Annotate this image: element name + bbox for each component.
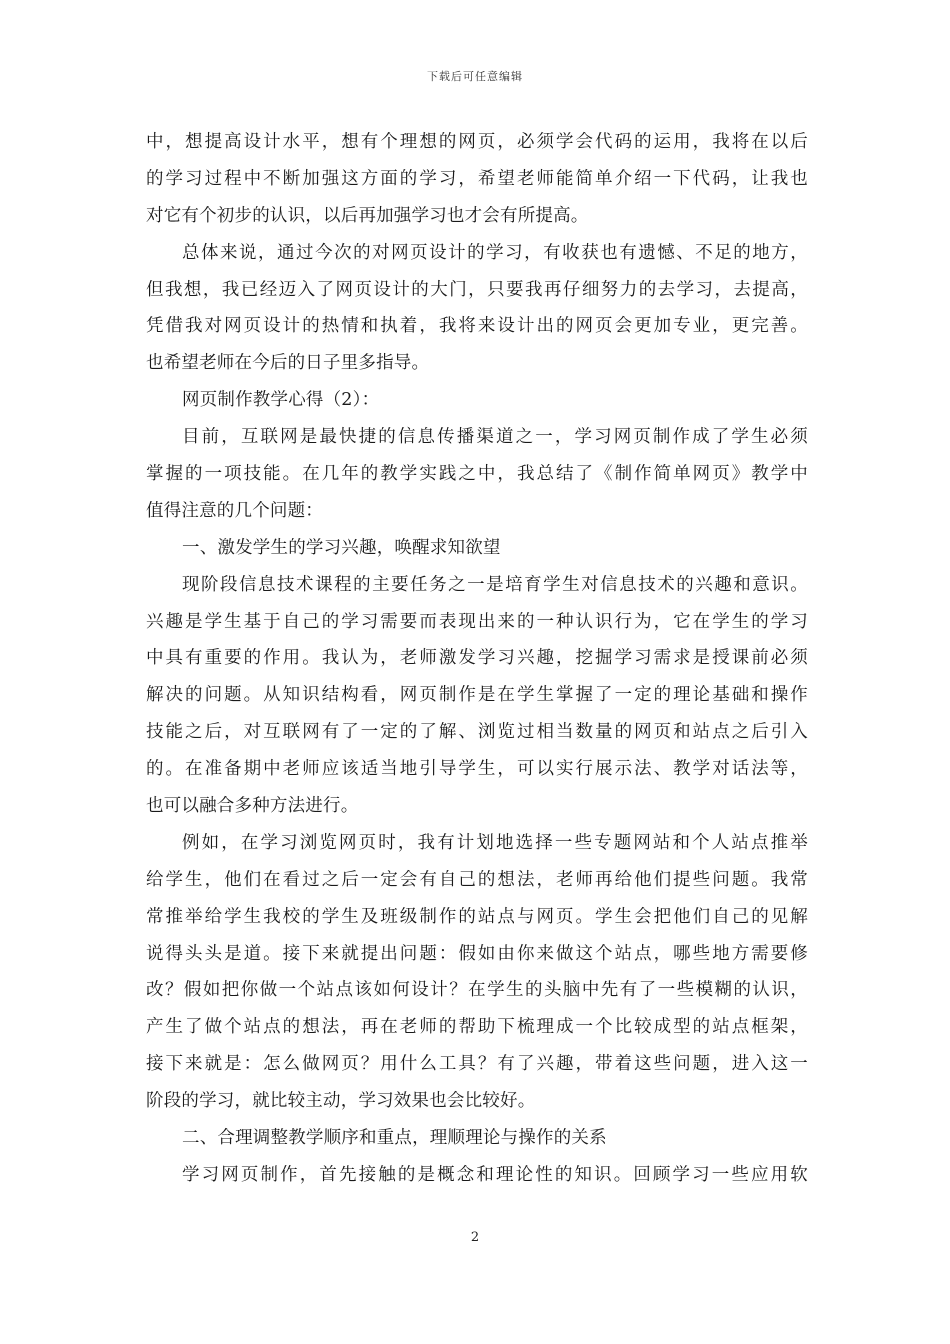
text-line: 给学生，他们在看过之后一定会有自己的想法，老师再给他们提些问题。我常 <box>146 869 808 890</box>
page-number: 2 <box>470 1230 480 1245</box>
text-line: 例如，在学习浏览网页时，我有计划地选择一些专题网站和个人站点推举 <box>182 832 808 853</box>
text-line: 的。在准备期中老师应该适当地引导学生，可以实行展示法、教学对话法等， <box>146 759 808 780</box>
text-line: 凭借我对网页设计的热情和执着，我将来设计出的网页会更加专业，更完善。 <box>146 316 808 337</box>
document-body <box>146 124 808 1194</box>
text-line: 产生了做个站点的想法，再在老师的帮助下梳理成一个比较成型的站点框架， <box>146 1017 808 1038</box>
text-line: 现阶段信息技术课程的主要任务之一是培育学生对信息技术的兴趣和意识。 <box>182 574 808 595</box>
text-line: 接下来就是：怎么做网页？用什么工具？有了兴趣，带着这些问题，进入这一 <box>146 1054 808 1075</box>
text-line: 一、激发学生的学习兴趣，唤醒求知欲望 <box>182 537 501 558</box>
text-line: 阶段的学习，就比较主动，学习效果也会比较好。 <box>146 1091 536 1112</box>
text-line: 网页制作教学心得（2）： <box>182 390 380 411</box>
text-line: 对它有个初步的认识，以后再加强学习也才会有所提高。 <box>146 205 589 226</box>
text-line: 改？假如把你做一个站点该如何设计？在学生的头脑中先有了一些模糊的认识， <box>146 980 808 1001</box>
text-line: 但我想，我已经迈入了网页设计的大门，只要我再仔细努力的去学习，去提高， <box>146 279 808 300</box>
text-line: 掌握的一项技能。在几年的教学实践之中，我总结了《制作简单网页》教学中 <box>146 464 808 485</box>
text-line: 的学习过程中不断加强这方面的学习，希望老师能简单介绍一下代码，让我也 <box>146 168 808 189</box>
text-line: 兴趣是学生基于自己的学习需要而表现出来的一种认识行为，它在学生的学习 <box>146 611 808 632</box>
text-line: 中，想提高设计水平，想有个理想的网页，必须学会代码的运用，我将在以后 <box>146 132 808 152</box>
text-line: 目前，互联网是最快捷的信息传播渠道之一，学习网页制作成了学生必须 <box>182 427 808 448</box>
page-header: 下载后可任意编辑 <box>427 70 523 83</box>
text-line: 二、合理调整教学顺序和重点，理顺理论与操作的关系 <box>182 1128 607 1149</box>
text-line: 也希望老师在今后的日子里多指导。 <box>146 353 430 374</box>
text-line: 总体来说，通过今次的对网页设计的学习，有收获也有遗憾、不足的地方， <box>182 242 808 263</box>
text-line: 学习网页制作，首先接触的是概念和理论性的知识。回顾学习一些应用软 <box>182 1164 808 1185</box>
text-line: 中具有重要的作用。我认为，老师激发学习兴趣，挖掘学习需求是授课前必须 <box>146 648 808 669</box>
text-line: 值得注意的几个问题： <box>146 500 323 521</box>
text-line: 也可以融合多种方法进行。 <box>146 796 359 817</box>
text-line: 解决的问题。从知识结构看，网页制作是在学生掌握了一定的理论基础和操作 <box>146 685 808 706</box>
text-line: 技能之后，对互联网有了一定的了解、浏览过相当数量的网页和站点之后引入 <box>146 722 808 743</box>
text-line: 说得头头是道。接下来就提出问题：假如由你来做这个站点，哪些地方需要修 <box>146 943 808 964</box>
text-line: 常推举给学生我校的学生及班级制作的站点与网页。学生会把他们自己的见解 <box>146 906 808 927</box>
